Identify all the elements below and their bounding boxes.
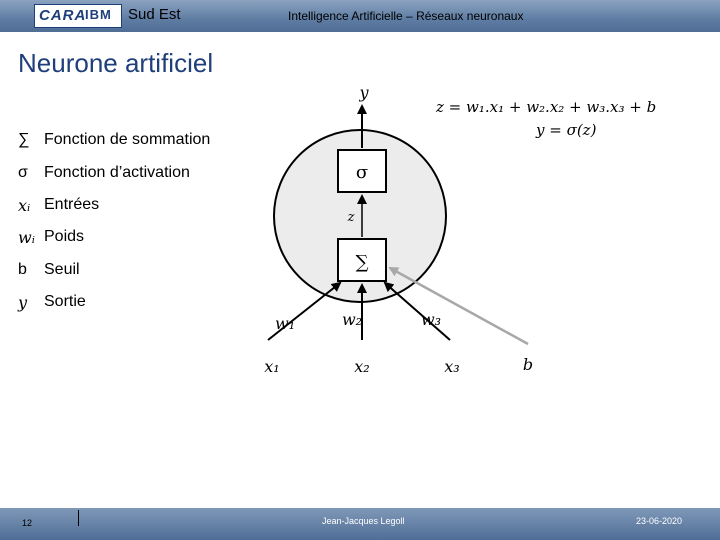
bias-label: b bbox=[522, 355, 534, 374]
weight-2-label: w₂ bbox=[341, 310, 363, 329]
legend-symbol: wᵢ bbox=[18, 228, 35, 247]
output-label: y bbox=[359, 83, 369, 102]
legend-label: Sortie bbox=[44, 293, 86, 310]
sum-output-label: z bbox=[347, 210, 355, 225]
logo-cara-text: CARA bbox=[39, 7, 87, 24]
footer-bar bbox=[0, 508, 720, 540]
input-2-label: x₂ bbox=[354, 357, 370, 376]
page-number: 12 bbox=[22, 518, 33, 528]
logo-ibm-text: IBM bbox=[85, 7, 112, 22]
footer-divider bbox=[78, 510, 79, 526]
legend-symbol: xᵢ bbox=[18, 196, 31, 215]
input-1-label: x₁ bbox=[264, 357, 280, 376]
legend-symbol: σ bbox=[18, 164, 28, 181]
equation-sum: z = w₁.x₁ + w₂.x₂ + w₃.x₃ + b bbox=[436, 98, 657, 116]
slide-title: Neurone artificiel bbox=[18, 48, 214, 78]
legend-label: Entrées bbox=[44, 196, 100, 213]
weight-1-label: w₁ bbox=[274, 314, 296, 333]
legend-symbol: b bbox=[18, 261, 27, 278]
activation-symbol: σ bbox=[355, 162, 369, 183]
input-3-label: x₃ bbox=[444, 357, 460, 376]
footer-author: Jean-Jacques Legoll bbox=[322, 516, 405, 526]
presentation-title: Intelligence Artificielle – Réseaux neuronaux bbox=[288, 9, 524, 23]
legend-label: Fonction de sommation bbox=[44, 131, 211, 148]
weight-3-label: w₃ bbox=[420, 310, 442, 329]
legend-label: Seuil bbox=[44, 261, 80, 278]
legend-symbol: y bbox=[18, 293, 28, 312]
legend-symbol: ∑ bbox=[18, 131, 30, 148]
equation-activation: y = σ(z) bbox=[536, 121, 597, 139]
legend-label: Poids bbox=[44, 228, 85, 245]
footer-date: 23-06-2020 bbox=[636, 516, 683, 526]
summation-symbol: ∑ bbox=[355, 252, 369, 273]
legend-label: Fonction d’activation bbox=[44, 164, 190, 181]
region-label: Sud Est bbox=[128, 6, 181, 23]
